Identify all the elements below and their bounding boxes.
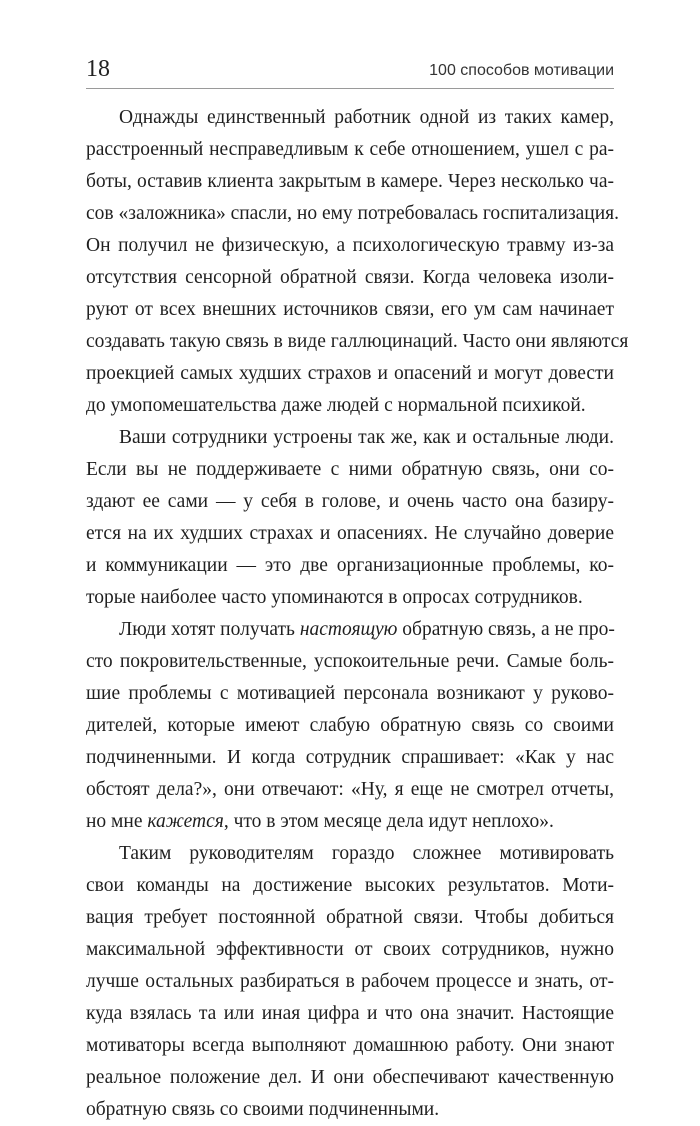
text-line [86, 614, 614, 646]
text-line [86, 806, 614, 838]
text-line: торые наиболее часто упоминаются в опросах сотрудников. [86, 587, 583, 608]
running-head: 100 способов мотивации [429, 62, 614, 79]
emphasized-word: кажется [147, 811, 224, 832]
text-run: обратную связь, а не про- [397, 619, 615, 640]
text-line: шие проблемы с мотивацией персонала возникают у руково- [86, 683, 614, 704]
text-line: Ваши сотрудники устроены так же, как и остальные люди. [119, 427, 614, 448]
paragraph-3 [86, 614, 614, 838]
text-line: Однажды единственный работник одной из таких камер, [119, 107, 614, 128]
header-rule [86, 88, 614, 89]
text-line: дителей, которые имеют слабую обратную связь со своими [86, 715, 614, 736]
text-line: обстоят дела?», они отвечают: «Ну, я еще не смотрел отчеты, [86, 779, 614, 800]
emphasized-word: настоящую [299, 619, 398, 640]
text-run: , что в этом месяце дела идут неплохо». [223, 811, 554, 832]
text-run: но мне [86, 811, 148, 832]
text-line: и коммуникации — это две организационные проблемы, ко- [86, 555, 614, 576]
text-line: создавать такую связь в виде галлюцинаций. Часто они являются [86, 331, 629, 352]
text-line: до умопомешательства даже людей с нормальной психикой. [86, 395, 586, 416]
text-line: максимальной эффективности от своих сотрудников, нужно [86, 939, 614, 960]
paragraph-2 [86, 422, 614, 614]
text-line: куда взялась та или иная цифра и что она значит. Настоящие [86, 1003, 614, 1024]
paragraph-4 [86, 838, 614, 1126]
text-line: сто покровительственные, успокоительные речи. Самые боль- [86, 651, 614, 672]
text-line: лучше остальных разбираться в рабочем процессе и знать, от- [86, 971, 614, 992]
text-line: руют от всех внешних источников связи, его ум сам начинает [86, 299, 614, 320]
text-line: Таким руководителям гораздо сложнее мотивировать [119, 843, 614, 864]
text-line: мотиваторы всегда выполняют домашнюю работу. Они знают [86, 1035, 614, 1056]
text-line: реальное положение дел. И они обеспечивают качественную [86, 1067, 614, 1088]
text-line: вация требует постоянной обратной связи. Чтобы добиться [86, 907, 614, 928]
text-line: свои команды на достижение высоких результатов. Моти- [86, 875, 614, 896]
text-line: здают ее сами — у себя в голове, и очень часто она базиру- [86, 491, 614, 512]
text-line: ется на их худших страхах и опасениях. Не случайно доверие [86, 523, 614, 544]
text-line: сов «заложника» спасли, но ему потребовалась госпитализация. [86, 203, 620, 224]
text-line: Он получил не физическую, а психологическую травму из-за [86, 235, 614, 256]
text-line: подчиненными. И когда сотрудник спрашивает: «Как у нас [86, 747, 614, 768]
text-line: отсутствия сенсорной обратной связи. Когда человека изоли- [86, 267, 614, 288]
text-line: расстроенный несправедливым к себе отношением, ушел с ра- [86, 139, 614, 160]
paragraph-1 [86, 102, 629, 422]
text-run: Люди хотят получать [119, 619, 300, 640]
text-line: Если вы не поддерживаете с ними обратную связь, они со- [86, 459, 614, 480]
text-line: проекцией самых худших страхов и опасений и могут довести [86, 363, 614, 384]
body-text [86, 102, 629, 1126]
text-line: боты, оставив клиента закрытым в камере. Через несколько ча- [86, 171, 614, 192]
page-number: 18 [86, 56, 110, 82]
text-line: обратную связь со своими подчиненными. [86, 1099, 440, 1120]
